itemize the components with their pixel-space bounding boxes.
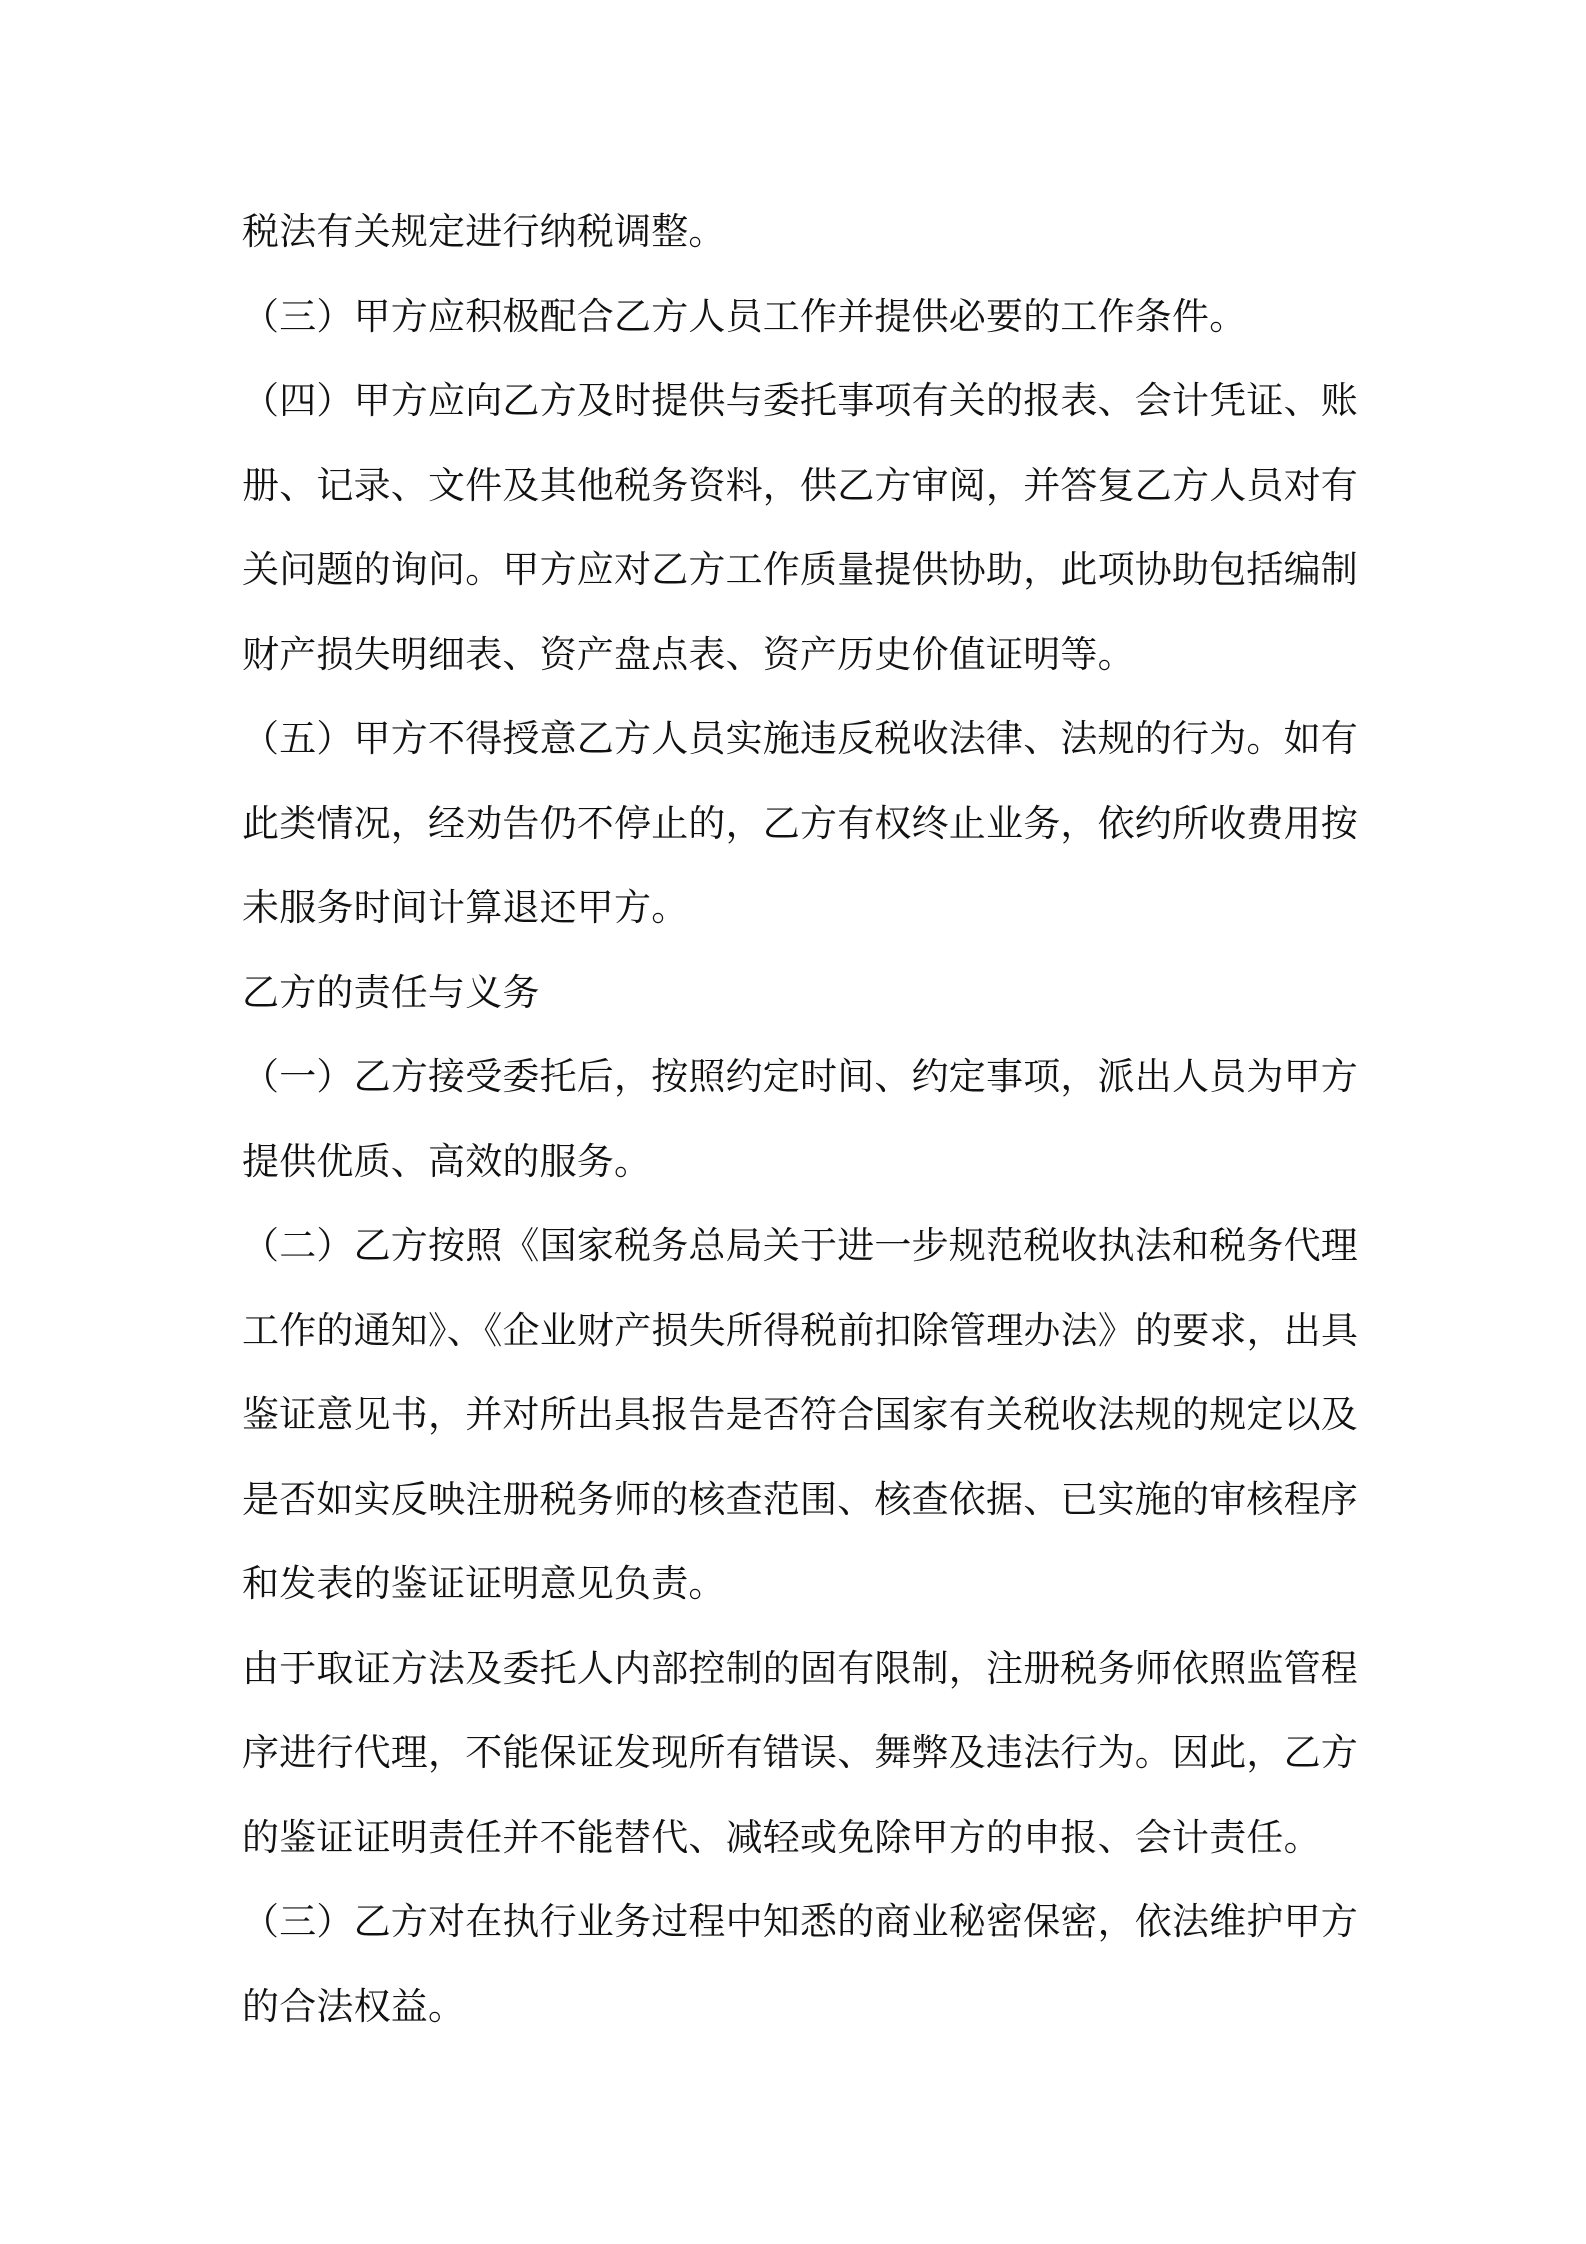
text-line: （二）乙方按照《国家税务总局关于进一步规范税收执法和税务代理 [242,1224,1358,1267]
text-line: 和发表的鉴证证明意见负责。 [242,1562,726,1605]
text-line: 的合法权益。 [242,1984,466,2028]
text-line: 税法有关规定进行纳税调整。 [242,210,726,253]
text-line: 此类情况，经劝告仍不停止的，乙方有权终止业务，依约所收费用按 [242,801,1358,845]
text-line: 序进行代理，不能保证发现所有错误、舞弊及违法行为。因此，乙方 [242,1731,1358,1774]
text-line: （五）甲方不得授意乙方人员实施违反税收法律、法规的行为。如有 [242,717,1358,760]
text-line: （一）乙方接受委托后，按照约定时间、约定事项，派出人员为甲方 [242,1055,1358,1098]
text-line: （三）乙方对在执行业务过程中知悉的商业秘密保密，依法维护甲方 [242,1900,1358,1943]
text-line: 财产损失明细表、资产盘点表、资产历史价值证明等。 [242,632,1135,676]
text-line: 是否如实反映注册税务师的核查范围、核查依据、已实施的审核程序 [242,1477,1358,1521]
text-line: 提供优质、高效的服务。 [242,1139,652,1183]
section-heading: 乙方的责任与义务 [242,970,540,1014]
text-line: （三）甲方应积极配合乙方人员工作并提供必要的工作条件。 [242,294,1247,338]
text-line: 工作的通知》、《企业财产损失所得税前扣除管理办法》的要求，出具 [242,1308,1359,1352]
text-line: 关问题的询问。甲方应对乙方工作质量提供协助，此项协助包括编制 [242,548,1358,591]
text-line: 由于取证方法及委托人内部控制的固有限制，注册税务师依照监管程 [242,1646,1358,1690]
text-line: 册、记录、文件及其他税务资料，供乙方审阅，并答复乙方人员对有 [242,463,1358,507]
text-line: 鉴证意见书，并对所出具报告是否符合国家有关税收法规的规定以及 [242,1393,1358,1436]
text-line: 未服务时间计算退还甲方。 [242,886,689,929]
text-line: 的鉴证证明责任并不能替代、减轻或免除甲方的申报、会计责任。 [242,1815,1321,1859]
document-body [242,190,1362,2049]
text-line: （四）甲方应向乙方及时提供与委托事项有关的报表、会计凭证、账 [242,379,1358,422]
